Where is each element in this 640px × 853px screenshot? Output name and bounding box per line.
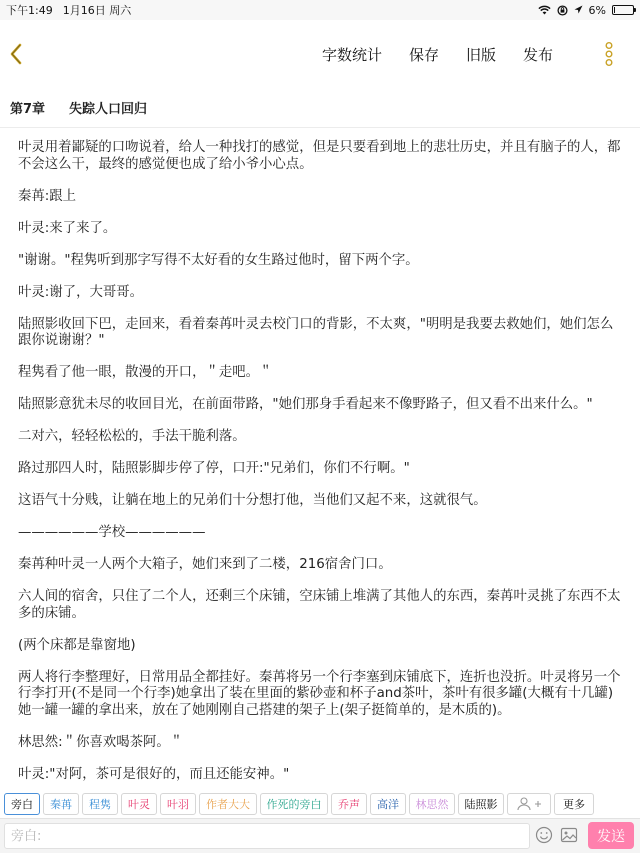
chapter-title[interactable]: 失踪人口回归 <box>69 102 148 117</box>
content-paragraph: 两人将行李整理好，日常用品全都挂好。秦苒将另一个行李塞到床铺底下，连折也没折。叶灵将另一个行李打开(不是同一个行李)她拿出了装在里面的紫砂壶和杯子and茶叶，茶叶有很多罐(大概有十几罐)她一罐一罐的拿出来，放在了她刚刚自己搭建的架子上(架子挺简单的，是木质的)。 <box>18 669 621 718</box>
content-paragraph: 林思然:＂你喜欢喝茶阿。＂ <box>18 734 184 750</box>
content-paragraph: 陆照影收回下巴，走回来，看着秦苒叶灵去校门口的背影，不太爽，"明明是我要去救她们，她们怎么跟你说谢谢？" <box>18 316 614 348</box>
image-icon[interactable] <box>560 826 578 844</box>
content-paragraph: (两个床都是靠窗地) <box>18 637 136 653</box>
battery-icon <box>612 5 634 15</box>
old-version-button[interactable]: 旧版 <box>466 46 497 64</box>
content-paragraph: 路过那四人时，陆照影脚步停了停，口开:"兄弟们，你们不行啊。" <box>18 461 410 476</box>
role-chip[interactable]: 作者大大 <box>199 793 257 815</box>
role-chip[interactable]: 作死的旁白 <box>260 793 328 815</box>
chapter-number: 第7章 <box>10 102 46 117</box>
role-chip[interactable]: 林思然 <box>409 793 455 815</box>
rotation-lock-icon <box>557 5 568 16</box>
send-button[interactable]: 发送 <box>588 822 634 849</box>
battery-fill <box>614 7 615 13</box>
content-paragraph: 叶灵:谢了，大哥哥。 <box>18 284 144 300</box>
publish-button[interactable]: 发布 <box>523 46 554 64</box>
add-role-button[interactable] <box>507 793 551 815</box>
content-paragraph: ——————学校—————— <box>18 525 206 540</box>
content-paragraph: 叶灵:"对阿，茶可是很好的，而且还能安神。" <box>18 766 290 782</box>
message-input[interactable] <box>4 823 530 849</box>
content-paragraph: 六人间的宿舍，只住了二个人，还剩三个床铺，空床铺上堆满了其他人的东西，秦苒叶灵挑了东西不太多的床铺。 <box>18 589 621 621</box>
emoji-icon[interactable] <box>535 826 553 844</box>
content-paragraph: 二对六，轻轻松松的，手法干脆利落。 <box>18 429 246 444</box>
input-bar <box>0 818 640 853</box>
status-date: 1月16日 周六 <box>62 4 132 17</box>
role-toolbar <box>0 792 640 816</box>
status-time: 下午1:49 <box>6 4 53 17</box>
role-chip[interactable]: 叶灵 <box>121 793 157 815</box>
status-bar <box>0 0 640 20</box>
role-chip[interactable]: 高洋 <box>370 793 406 815</box>
content-paragraph: 程隽看了他一眼，散漫的开口，＂走吧。＂ <box>18 365 273 380</box>
nav-actions <box>322 44 580 65</box>
role-chip[interactable]: 旁白 <box>4 793 40 815</box>
content-paragraph: 秦苒种叶灵一人两个大箱子，她们来到了二楼，216宿舍门口。 <box>18 557 392 572</box>
role-chip[interactable]: 叶羽 <box>160 793 196 815</box>
content-paragraph: "谢谢。"程隽听到那字写得不太好看的女生路过他时，留下两个字。 <box>18 252 419 268</box>
role-chip[interactable]: 程隽 <box>82 793 118 815</box>
role-chip[interactable]: 秦苒 <box>43 793 79 815</box>
content-paragraph: 陆照影意犹未尽的收回目光，在前面带路，"她们那身手看起来不像野路子，但又看不出来什么。" <box>18 397 593 412</box>
save-button[interactable]: 保存 <box>409 46 440 64</box>
battery-text: 6% <box>588 3 606 17</box>
vertical-dots-icon[interactable] <box>604 42 614 66</box>
role-chip[interactable]: 陆照影 <box>458 793 504 815</box>
nav-bar <box>0 20 640 88</box>
add-person-icon <box>516 797 542 811</box>
wifi-icon <box>538 5 551 15</box>
word-count-button[interactable]: 字数统计 <box>322 46 383 64</box>
content-paragraph: 这语气十分贱，让躺在地上的兄弟们十分想打他，当他们又起不来，这就很气。 <box>18 493 487 508</box>
content-paragraph: 秦苒:跟上 <box>18 188 77 204</box>
content-paragraph: 叶灵用着鄙疑的口吻说着，给人一种找打的感觉，但是只要看到地上的悲壮历史，并且有脑子的人，都不会这么干，最终的感觉便也成了给小爷小心点。 <box>18 140 621 172</box>
chapter-content[interactable] <box>18 140 624 799</box>
chevron-left-icon[interactable] <box>6 42 26 66</box>
more-roles-button[interactable]: 更多 <box>554 793 594 815</box>
location-icon <box>574 5 583 15</box>
content-paragraph: 叶灵:来了来了。 <box>18 220 117 236</box>
role-chip[interactable]: 乔声 <box>331 793 367 815</box>
chapter-header <box>0 88 640 128</box>
